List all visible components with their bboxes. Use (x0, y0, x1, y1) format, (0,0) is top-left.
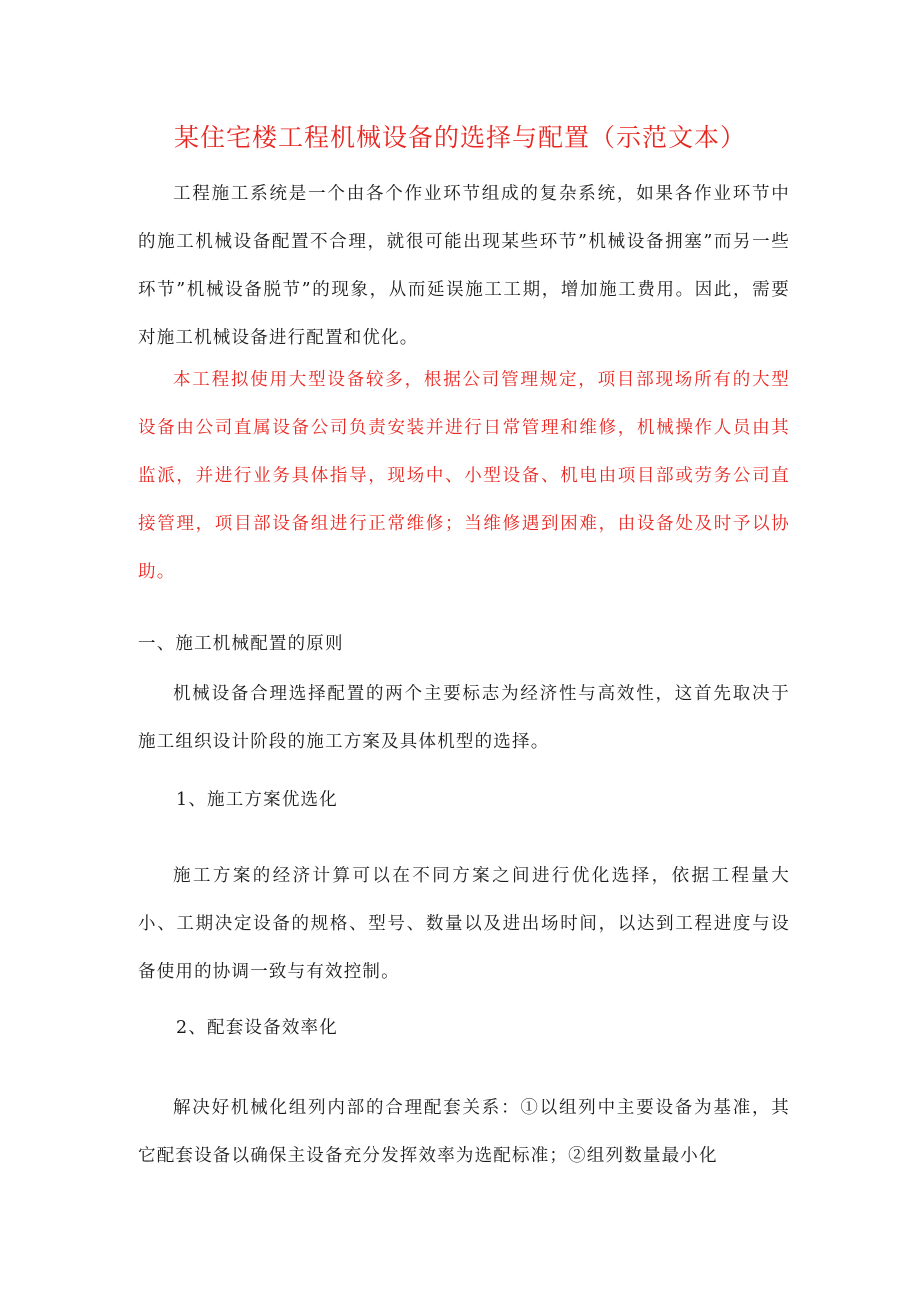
management-paragraph: 本工程拟使用大型设备较多，根据公司管理规定，项目部现场所有的大型设备由公司直属设备公司负责安装并进行日常管理和维修，机械操作人员由其监派，并进行业务具体指导，现场中、小型设备、机电由项目部或劳务公司直接管理，项目部设备组进行正常维修；当维修遇到困难，由设备处及时予以协助。 (138, 370, 790, 582)
document-title: 某住宅楼工程机械设备的选择与配置（示范文本） (173, 123, 746, 152)
subheading-plan-optimization: 1、施工方案优选化 (176, 790, 338, 810)
matching-paragraph: 解决好机械化组列内部的合理配套关系：①以组列中主要设备为基准，其它配套设备以确保主设备充分发挥效率为选配标准；②组列数量最小化 (138, 1098, 790, 1166)
principle-paragraph: 机械设备合理选择配置的两个主要标志为经济性与高效性，这首先取决于施工组织设计阶段的施工方案及具体机型的选择。 (138, 684, 790, 752)
intro-paragraph: 工程施工系统是一个由各个作业环节组成的复杂系统，如果各作业环节中的施工机械设备配置不合理，就很可能出现某些环节”机械设备拥塞”而另一些环节”机械设备脱节”的现象，从而延误施工工期，增加施工费用。因此，需要对施工机械设备进行配置和优化。 (138, 184, 790, 348)
subheading-equipment-efficiency: 2、配套设备效率化 (176, 1018, 338, 1038)
section-heading-principles: 一、施工机械配置的原则 (138, 634, 344, 654)
plan-paragraph: 施工方案的经济计算可以在不同方案之间进行优化选择，依据工程量大小、工期决定设备的规格、型号、数量以及进出场时间，以达到工程进度与设备使用的协调一致与有效控制。 (138, 866, 790, 982)
